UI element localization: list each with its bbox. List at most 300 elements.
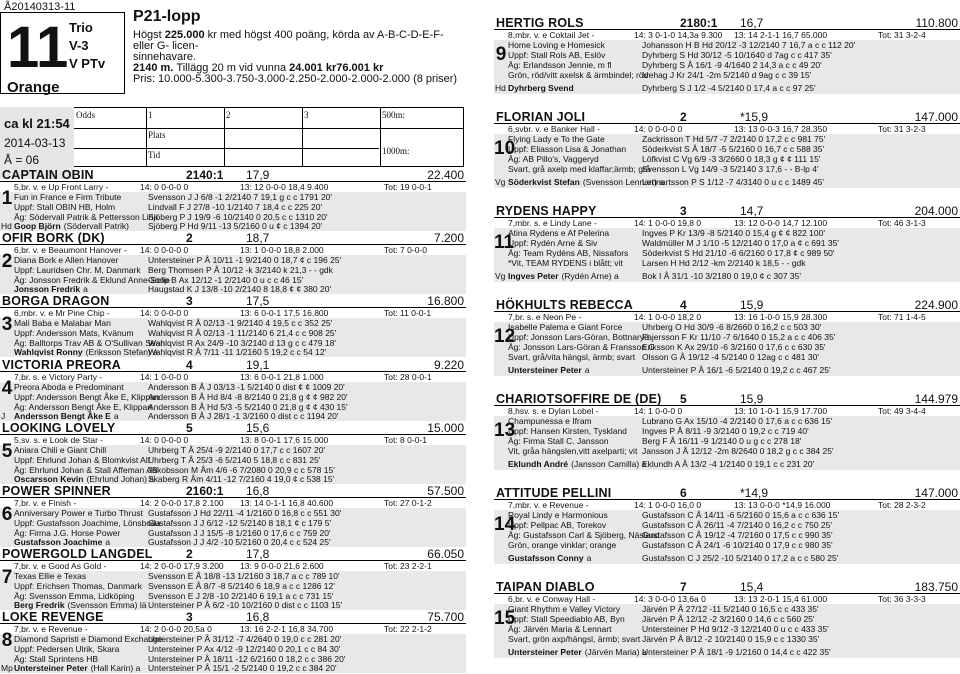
driver-row [0, 346, 466, 358]
horse-info-line: Äg: Järvén Maria & Lennart [508, 624, 612, 634]
horse-info-line: Uppf: Erichsen Thomas, Danmark [14, 581, 142, 592]
driver-name: Untersteiner Peter a [508, 365, 590, 375]
horse-info-line: 6,mbr. v. e Mr Pine Chip - [14, 308, 110, 319]
driver-name: Gustafsson Conny a [508, 553, 592, 563]
history-row: Wahlqvist R Å 02/13 -1 9/2140 4 19,5 c c 352 25' [148, 318, 333, 329]
horse-time: 16,8 [246, 610, 270, 625]
horse-entry [0, 294, 466, 357]
horse-entry [494, 204, 960, 282]
horse-name: FLORIAN JOLI [496, 110, 586, 124]
history-row: Fajersson F Kr 11/10 -7 6/1640 0 15,2 a c c 406 35' [642, 332, 836, 342]
race-number-box [0, 12, 125, 94]
horse-entry [494, 110, 960, 188]
race-history [642, 134, 825, 174]
trainer-name: (Hall Karin) a [90, 663, 141, 674]
trainer-name: a [83, 284, 88, 295]
horse-body [0, 498, 466, 547]
horse-name: CAPTAIN OBIN [2, 168, 94, 182]
horse-body [0, 182, 466, 231]
horse-info-line: 8,hsv. s. e Dylan Lobel - [508, 406, 599, 416]
horse-prize: 66.050 [427, 547, 464, 562]
stat-current: 14: 2 0-0-0 20,5a 0 [140, 624, 212, 635]
horse-info-line: Diamond Sapristi e Diamond Exchange [14, 634, 163, 645]
trainer-name: a [113, 410, 119, 421]
horse-info-line: Uppf: Jonsson Lars-Göran, Bottnaryd [508, 332, 649, 342]
start-time: ca kl 21:54 [4, 116, 70, 131]
history-row: Gustafsson J J 15/5 -8 1/2160 0 17,6 c c 759 20' [148, 528, 331, 538]
history-row: Dyhrberg S Å 16/1 -9 4/1640 2 14,3 a c c 49 20' [642, 60, 822, 70]
horse-header [494, 298, 960, 312]
horse-time: 15,9 [740, 298, 764, 312]
horse-name: CHARIOTSOFFIRE DE (DE) [496, 392, 662, 406]
horse-time: 19,1 [246, 357, 270, 372]
horse-rank: 2 [680, 110, 687, 124]
horse-header [0, 294, 466, 308]
horse-header [0, 610, 466, 624]
horse-prize: 204.000 [914, 204, 958, 218]
horse-prize: 57.500 [427, 484, 464, 498]
stat-previous: 13: 14 2-1-1 16,7 65.000 [734, 30, 828, 40]
history-row: Söderkvist S Hd 21/10 -6 6/2160 0 17,8 ¢ c 989 50' [642, 248, 835, 258]
driver-name: Gustafsson Joachime a [14, 537, 111, 547]
history-row: Söderkvist S Å 18/7 -5 5/2160 0 16,7 c c 588 35' [642, 144, 825, 154]
driver-row [0, 536, 466, 548]
history-row-last: Haugstad K J 13/8 -10 2/2140 8 18,8 ¢ ¢ 380 20' [148, 284, 332, 295]
driver-name: Untersteiner Peter (Järvén Maria) a [508, 647, 647, 657]
race-history [148, 318, 336, 348]
history-row-last: Untersteiner P Å 16/1 -6 5/2140 0 19,2 c c 467 25' [642, 365, 831, 375]
stat-previous: 13: 10 1-0-1 15,9 17.700 [734, 406, 828, 416]
horse-info-line: Vit, gråa hängslen,vitt axelparti; vit [508, 446, 638, 456]
horse-body [494, 30, 960, 94]
horse-header [494, 580, 960, 594]
horse-rank: 6 [680, 486, 687, 500]
horse-body [0, 435, 466, 484]
race-number: 11 [7, 15, 69, 80]
race-history [148, 571, 340, 601]
history-row: Uhrberg T Å 25/4 -9 2/2140 0 17,7 c c 1607 20' [148, 444, 326, 455]
horse-rank: 4 [186, 357, 193, 372]
horse-info-line: Uppf: Gustafsson Joachime, Lönsboda [14, 518, 161, 528]
horse-info-line: Grön, röd/vitt axelsk & ärmbindel; röd [508, 70, 649, 80]
driver-row [494, 646, 960, 658]
horse-body [494, 218, 960, 282]
stat-total: Tot: 22 2-1-2 [384, 624, 432, 635]
horse-info-line: Svart, grå axelp med klaffar;ärmb; grå [508, 164, 651, 174]
trainer-name: (Svensson Emma) lä [67, 600, 147, 611]
stat-current: 14: 1 0-0-0 18,2 0 [634, 312, 702, 322]
driver-track: Vg [495, 271, 506, 281]
history-row: Gustafsson C Å 26/11 -4 7/2140 0 16,2 c c 750 25' [642, 520, 833, 530]
stat-total: Tot: 71 1-4-5 [878, 312, 926, 322]
horse-info-line: Äg: Firma J.G. Horse Power [14, 528, 121, 538]
plats-label: Plats [148, 130, 166, 140]
history-row: Gustafsson C Å 14/11 -6 5/2160 0 15,6 a c c 636 15' [642, 510, 840, 520]
horse-time: 14,7 [740, 204, 764, 218]
race-history [642, 40, 855, 80]
history-row-last: Gustafsson J J 4/2 -10 5/2160 0 20,4 c c 524 25' [148, 537, 331, 547]
horse-entry [0, 484, 466, 547]
horse-info-line: *Vit, TEAM RYDENS i blått; vit [508, 258, 623, 268]
driver-name: Jonsson Fredrik a [14, 284, 88, 295]
stat-total: Tot: 11 0-0-1 [384, 308, 432, 319]
horse-name: LOOKING LOVELY [2, 420, 116, 435]
history-row: Waldmüller M J 1/10 -5 12/2140 0 17,0 a ¢ c 691 35' [642, 238, 839, 248]
horse-time: 16,7 [740, 16, 764, 30]
horse-info [14, 372, 160, 412]
history-row-last: Gustafsson C J 25/2 -10 5/2140 0 17,2 a c c 580 25' [642, 553, 839, 563]
history-row: Lindvall F J 27/8 -10 1/2140 7 18,4 c c 225 20' [148, 202, 323, 212]
driver-row [494, 552, 960, 564]
history-row: Untersteiner P Å 18/11 -12 6/2160 0 18,2 c c 386 20' [148, 654, 346, 665]
driver-row [0, 473, 466, 485]
stat-current: 14: 0 0-0-0 0 [634, 124, 683, 134]
stat-previous: 13: 13 0-0-3 16,7 28.350 [734, 124, 828, 134]
horse-prize: 15.000 [427, 420, 464, 435]
driver-track: Mp [1, 663, 13, 674]
horse-info-line: Atina Rydens e Af Pelerina [508, 228, 610, 238]
history-row: Gustafsson J Hd 22/11 -4 1/2160 0 16,8 c c 551 30' [148, 508, 342, 518]
horse-info-line: Champunessa e Ifram [508, 416, 592, 426]
history-row: Svensson E Å 18/8 -13 1/2160 3 18,7 a c c 789 10' [148, 571, 340, 582]
stat-current: 14: 1 0-0-0 19,8 0 [634, 218, 702, 228]
horse-header [0, 421, 466, 435]
post-number: 10 [494, 138, 516, 159]
horse-time: 17,8 [246, 547, 270, 562]
horse-info-line: Äg: Gustafsson Carl & Sjöberg, Näsland [508, 530, 660, 540]
history-row: Olsson G Å 19/12 -4 5/2140 0 12ag c c 481 30' [642, 352, 819, 362]
history-row: Svensson E J 2/8 -10 2/2140 6 19,1 a c c 731 15' [148, 591, 334, 602]
horse-name: TAIPAN DIABLO [496, 580, 595, 594]
horse-info-line: Äg: Team Rydéns AB, Nissafors [508, 248, 629, 258]
horse-entry [494, 580, 960, 658]
stat-previous: 13: 6 0-0-1 21,8 1.000 [240, 371, 324, 382]
horse-info-line: Home Loving e Homesick [508, 40, 605, 50]
stat-total: Tot: 46 3-1-3 [878, 218, 926, 228]
history-row: Svensson E Å 8/7 -8 5/2140 6 18,9 a c c 1286 12' [148, 581, 335, 592]
horse-info-line: Äg: Svensson Emma, Lidköping [14, 591, 135, 602]
history-row: Ivehag J Kr 24/1 -2m 5/2140 d 9ag c c 39 15' [642, 70, 812, 80]
stat-previous: 13: 14 0-1-1 16,8 40.600 [240, 498, 334, 508]
horse-info-line: Uppf: Pedersen Ulrik, Skara [14, 644, 120, 655]
post-number: 1 [1, 188, 13, 209]
stat-previous: 13: 16 2-2-1 16,8 34.700 [240, 624, 334, 635]
history-row: Järvén P Å 12/12 -2 3/2160 0 14,6 c c 560 25' [642, 614, 815, 624]
horse-entry [0, 168, 466, 231]
horse-rank: 2 [186, 547, 193, 562]
stat-previous: 13: 9 0-0-0 21,6 2.600 [240, 561, 324, 572]
driver-name: Berg Fredrik (Svensson Emma) lä [14, 600, 147, 611]
history-row: Berg F Å 16/11 -9 1/2140 0 u g c c 278 18' [642, 436, 802, 446]
history-row: Svensson L Vg 14/9 -3 5/2140 3 17,6 - - B-lp 4' [642, 164, 819, 174]
horse-info-line: Äg: Jonsson Lars-Göran & Fransson C [508, 342, 655, 352]
trainer-name: a [586, 553, 592, 563]
horse-info-line: 7,br. s. e Neon Pe - [508, 312, 582, 322]
post-number: 6 [1, 504, 13, 525]
history-row: Gustafsson C Å 19/12 -4 7/2160 0 17,5 c c 990 35' [642, 530, 833, 540]
post-number: 2 [1, 251, 13, 273]
race-title: P21-lopp [133, 8, 201, 25]
stat-previous: 13: 12 0-0-0 18,4 9.400 [240, 182, 329, 192]
stat-current: 14: 1 0-0-0 16,0 0 [634, 500, 702, 510]
history-row-last: Skaberg R Åm 4/11 -12 7/2160 4 19,0 ¢ c 538 15' [148, 473, 335, 484]
horse-rank: 3 [680, 204, 687, 218]
stat-current: 14: 0 0-0-0 0 [140, 182, 189, 192]
history-row: Andersson B Å Hd 8/4 -8 8/2140 0 21,8 g ¢ ¢ 982 20' [148, 391, 348, 402]
horse-time: *15,9 [740, 110, 769, 124]
post-number: 7 [1, 567, 13, 589]
stat-previous: 13: 13 0-0-0 *14,9 16.000 [734, 500, 831, 510]
stat-total: Tot: 36 3-3-3 [878, 594, 926, 604]
driver-row [494, 176, 960, 188]
horse-name: LOKE REVENGE [2, 610, 104, 625]
trainer-name: a [584, 365, 590, 375]
horse-prize: 7.200 [433, 231, 464, 246]
history-row: Andersson B Å Hd 5/3 -5 5/2140 0 21,8 g ¢ ¢ 430 15' [148, 401, 348, 412]
stat-current: 14: 1 0-0-0 0 [140, 371, 189, 382]
horse-info-line: Texas Ellie e Texas [14, 571, 87, 582]
horse-header [0, 547, 466, 561]
stat-current: 14: 3 0-1-0 14,3a 9.300 [634, 30, 723, 40]
driver-name: Wahlqvist Ronny (Eriksson Stefan) a [14, 347, 158, 358]
horse-header [494, 110, 960, 124]
trainer-name: (Ehrlund Johan) a [86, 473, 155, 484]
header-date: Å20140313-11 [4, 1, 76, 13]
horse-info-line: 6,br. v. e Conway Hall - [508, 594, 596, 604]
history-row-last: Untersteiner P Å 6/2 -10 10/2160 0 dist c c 1103 15' [148, 600, 343, 611]
post-number: 3 [1, 314, 13, 336]
horse-info-line: 5,sv. s. e Look de Star - [14, 434, 104, 445]
horse-name: RYDENS HAPPY [496, 204, 597, 218]
driver-row [494, 270, 960, 282]
horse-name: HÖKHULTS REBECCA [496, 298, 633, 312]
horse-info-line: Äg: Jonsson Fredrik & Eklund Anne-Sofie [14, 275, 170, 286]
horse-info [508, 124, 651, 174]
horse-entry [0, 610, 466, 673]
horse-info-line: Fun in France e Firm Tribute [14, 192, 122, 202]
race-history [148, 634, 345, 664]
history-row: Untersteiner P Hd 9/12 -3 12/2140 0 u c c 433 35' [642, 624, 829, 634]
horse-time: 15,6 [246, 420, 270, 435]
horse-info-line: Uppf: Andersson Bengt Åke E, Klippan [14, 391, 160, 402]
stat-previous: 13: 1 0-0-0 18,8 2.000 [240, 245, 324, 256]
race-amount: Å = 06 [4, 153, 40, 167]
driver-row [0, 283, 466, 295]
post-number: 13 [494, 420, 516, 441]
history-row: Gustafsson J J 6/12 -12 5/2140 8 18,1 ¢ c 179 5' [148, 518, 332, 528]
history-row: Andersson B Å J 03/13 -1 5/2140 0 dist ¢ ¢ 1009 20' [148, 381, 345, 392]
race-history [148, 445, 335, 475]
result-grid: Odds 1 2 3 Plats Tid 500m: 1000m: [74, 107, 464, 167]
horse-entry [0, 358, 466, 421]
driver-name: Ingves Peter (Rydén Arne) a [508, 271, 619, 281]
horse-info-line: Uppf: Pellpac AB, Torekov [508, 520, 607, 530]
stat-previous: 13: 6 0-0-1 17,5 16.800 [240, 308, 329, 319]
history-row-last: Sjöberg P Hd 9/11 -13 5/2160 0 u ¢ c 1394 20' [148, 221, 323, 231]
history-row: Wahlqvist R Å 02/13 -1 11/2140 6 21,4 c c 908 25' [148, 328, 337, 339]
driver-row [0, 599, 466, 611]
horse-info-line: Royal Lindy e Harmonious [508, 510, 608, 520]
history-row: Untersteiner P Å 31/12 -7 4/2640 0 19,0 c c 281 20' [148, 634, 342, 645]
history-row-last: Bok I Å 31/1 -10 3/2180 0 19,0 ¢ c 307 35' [642, 271, 801, 281]
driver-name: Goop Björn (Södervall Patrik) [14, 221, 129, 231]
horse-info-line: 6,br. v. e Beaumont Hanover - [14, 245, 127, 256]
horse-body [0, 372, 466, 421]
driver-track: J [1, 410, 6, 421]
driver-name: Dyhrberg Svend [508, 83, 574, 93]
horse-header [494, 16, 960, 30]
race-color: Orange [7, 79, 60, 96]
horse-body [494, 124, 960, 188]
horse-info-line: Svart, grå/vita hängsl, ärmb; svart [508, 352, 636, 362]
horse-header [494, 486, 960, 500]
bet-type-trio: Trio [69, 20, 93, 35]
stat-previous: 13: 13 2-0-1 15,4 61.000 [734, 594, 828, 604]
m1000-label: 1000m: [382, 146, 410, 156]
stat-total: Tot: 28 2-3-2 [878, 500, 926, 510]
stat-total: Tot: 8 0-0-1 [384, 434, 427, 445]
post-number: 4 [1, 377, 13, 399]
driver-name: Untersteiner Peter (Hall Karin) a [14, 663, 141, 674]
horse-rank: 5 [680, 392, 687, 406]
horse-info-line: Giant Rhythm e Valley Victory [508, 604, 621, 614]
horse-name: OFIR BORK (DK) [2, 231, 105, 246]
horse-time: 17,5 [246, 294, 270, 309]
driver-row [0, 220, 466, 232]
horse-rank: 5 [186, 420, 193, 435]
horse-info-line: Äg: Andersson Bengt Åke E, Klippan [14, 401, 152, 412]
horse-info-line: Preora Aboda e Predominant [14, 381, 124, 392]
tid-label: Tid [148, 150, 161, 160]
horse-info-line: 6,svbr. v. e Banker Hall - [508, 124, 600, 134]
history-row-last: Eklundh A Å 13/2 -4 1/2140 0 19,1 c c 231 20' [642, 459, 815, 469]
horse-info [14, 435, 158, 475]
horse-body [494, 500, 960, 564]
race-history [148, 192, 332, 222]
horse-prize: 147.000 [914, 486, 958, 500]
horse-name: POWER SPINNER [2, 484, 111, 498]
stat-current: 14: 2 0-0-0 17,9 3.200 [140, 561, 224, 572]
history-row: Jansson J Å 12/12 -2m 8/2640 0 18,2 g c c 384 25' [642, 446, 834, 456]
driver-track: Vg [495, 177, 506, 187]
trainer-name: (Södervall Patrik) [63, 221, 129, 231]
horse-info-line: Äg: Firma Stall C. Jansson [508, 436, 609, 446]
horse-prize: 144.979 [914, 392, 958, 406]
history-row: Untersteiner P Ax 4/12 -9 12/2140 0 20,1 c c 84 30' [148, 644, 341, 655]
horse-info-line: 8,mbr. v. e Coktail Jet - [508, 30, 595, 40]
horse-info-line: Uppf: Stall OBIN HB, Holm [14, 202, 116, 212]
trainer-name: (Rydén Arne) a [561, 271, 619, 281]
stat-total: Tot: 28 0-0-1 [384, 371, 432, 382]
horse-info-line: 7,br. v. e Good As Gold - [14, 561, 107, 572]
stat-total: Tot: 27 0-1-2 [384, 498, 432, 508]
race-history [642, 416, 834, 456]
horse-prize: 16.800 [427, 294, 464, 309]
history-row: Eriksson K Ax 29/10 -6 3/2160 0 17,6 c c 630 35' [642, 342, 826, 352]
horse-info-line: 7,br. v. e Finish - [14, 498, 77, 508]
horse-info-line: Grön, orange vinklar; orange [508, 540, 617, 550]
stat-current: 14: 0 0-0-0 0 [140, 245, 189, 256]
bet-type-vptv: V PTv [69, 56, 106, 71]
history-row: Dyhrberg S Hd 30/12 -5 10/1640 d 7ag c c 417 35' [642, 50, 832, 60]
post-number: 5 [1, 440, 13, 462]
stat-current: 14: 0 0-0-0 0 [140, 308, 189, 319]
horse-name: BORGA DRAGON [2, 294, 110, 309]
race-history [642, 604, 829, 644]
horse-info-line: Isabelle Palema e Giant Force [508, 322, 623, 332]
horse-rank: 3 [186, 610, 193, 625]
horse-prize: 224.900 [914, 298, 958, 312]
race-history [642, 322, 835, 362]
horse-info-line: Diana Bork e Allen Hanover [14, 255, 119, 266]
horse-time: 15,4 [740, 580, 764, 594]
horse-rank: 2140:1 [186, 168, 224, 182]
horse-name: VICTORIA PREORA [2, 357, 121, 372]
horse-info-line: Äg: Ehrlund Johan & Stall Affeman AB [14, 464, 158, 475]
horse-prize: 22.400 [427, 168, 464, 182]
horse-prize: 110.800 [915, 16, 958, 30]
post-number: 12 [494, 326, 516, 347]
horse-body [494, 312, 960, 376]
horse-name: ATTITUDE PELLINI [496, 486, 612, 500]
driver-row [494, 364, 960, 376]
history-row: Löfkvist C Vg 6/9 -3 3/2660 0 18,3 g ¢ ¢ 111 15' [642, 154, 821, 164]
horse-info-line: Uppf: Lauridsen Chr. M, Danmark [14, 265, 141, 276]
horse-prize: 183.750 [914, 580, 958, 594]
horse-time: 18,7 [246, 231, 270, 246]
horse-info [14, 561, 142, 601]
horse-info-line: 7,mbr. v. e Revenue - [508, 500, 589, 510]
horse-entry [494, 16, 960, 94]
horse-body [0, 308, 466, 357]
history-row: Uhrberg T Å 25/3 -6 5/2140 5 18,8 c c 831 25' [148, 454, 321, 465]
history-row: Gustafsson C Å 24/1 -6 10/2140 0 17,9 c c 980 35' [642, 540, 833, 550]
history-row: Wahlqvist R Ax 24/9 -10 3/2140 d 13 g c c 479 18' [148, 338, 336, 349]
trainer-name: (Svensson Lennart) a [582, 177, 665, 187]
history-row-last: Wahlqvist R Å 7/11 -11 1/2160 5 19,2 c c 54 12' [148, 347, 327, 358]
history-row: Svensson J J 6/8 -1 2/2140 7 19,1 g c c 1791 20' [148, 192, 333, 202]
horse-body [0, 624, 466, 673]
horse-time: 17,9 [246, 168, 270, 182]
race-date: 2014-03-13 [4, 136, 66, 150]
driver-name: Söderkvist Stefan (Svensson Lennart) a [508, 177, 665, 187]
history-row-last: Lennartsson P S 1/12 -7 4/3140 0 u c c 1489 45' [642, 177, 824, 187]
trainer-name: (Jansson Camilla) a [571, 459, 647, 469]
stat-total: Tot: 49 3-4-4 [878, 406, 926, 416]
driver-name: Eklundh André (Jansson Camilla) a [508, 459, 647, 469]
horse-info-line: Äg: Balltorps Trav AB & O'Sullivan Sean [14, 338, 165, 349]
stat-current: 14: 2 0-0-0 17,8 2.100 [140, 498, 224, 508]
driver-row [0, 662, 466, 674]
stat-total: Tot: 23 2-2-1 [384, 561, 432, 572]
horse-header [0, 168, 466, 182]
horse-header [494, 392, 960, 406]
horse-name: HERTIG ROLS [496, 16, 584, 30]
horse-info-line: Uppf: Rydén Arne & Siv [508, 238, 598, 248]
horse-info-line: Uppf: Eliasson Lisa & Jonathan [508, 144, 627, 154]
horse-entry [494, 392, 960, 470]
history-row: Ingves P Kr 13/9 -8 5/2140 0 15,4 g ¢ ¢ 822 100' [642, 228, 825, 238]
race-history [148, 508, 341, 538]
horse-info [14, 498, 160, 538]
horse-info-line: Aniara Chili e Giant Chill [14, 444, 107, 455]
horse-header [0, 484, 466, 498]
horse-prize: 147.000 [914, 110, 958, 124]
horse-info-line: Flying Lady e To the Gate [508, 134, 605, 144]
horse-info-line: Mali Baba e Malabar Man [14, 318, 111, 329]
horse-prize: 75.700 [427, 610, 464, 625]
horse-info-line: 5,br. v. e Up Front Larry - [14, 182, 109, 192]
